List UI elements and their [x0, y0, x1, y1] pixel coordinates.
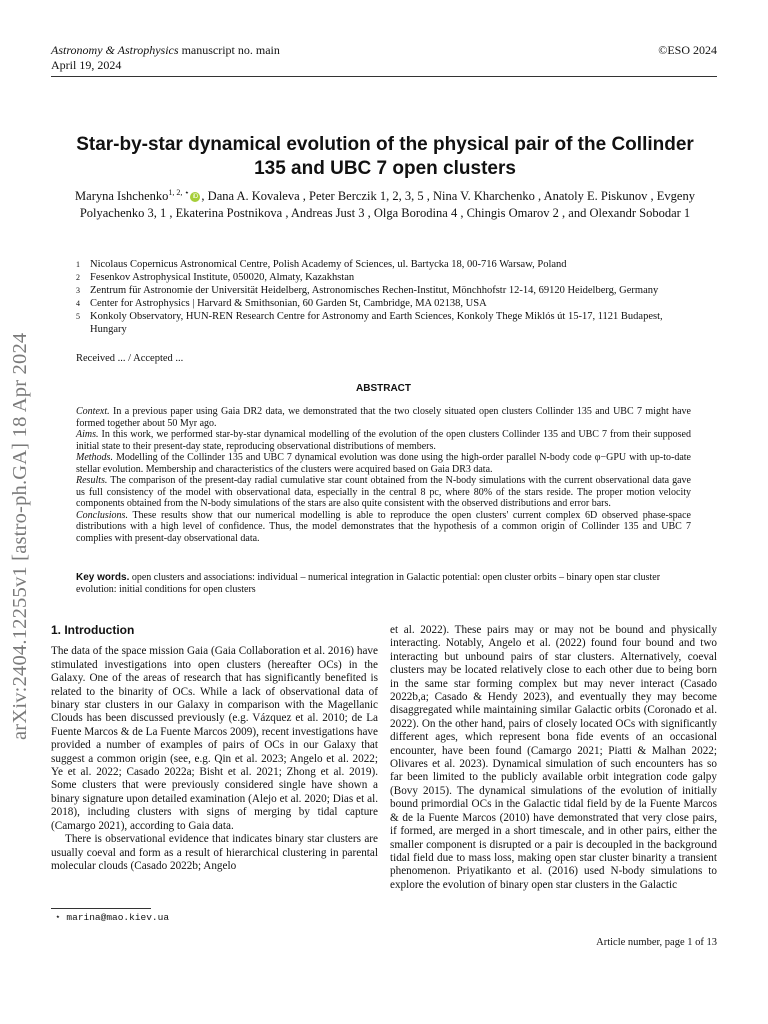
abstract-conclusions: Conclusions. These results show that our numerical modelling is able to reproduce the open clusters' current complex 6D observed phase-space distributions with a high level of confidence. Thus, the model demonstrates that the hypothesis of a common origin of Collinder 135 and UBC 7 complies with present-day observational data.: [76, 509, 691, 544]
received-line: Received ... / Accepted ...: [76, 353, 184, 364]
manuscript-number: manuscript no. main: [181, 43, 280, 57]
footnote-rule: [51, 908, 151, 909]
affiliation-item: 3 Zentrum für Astronomie der Universität Heidelberg, Astronomisches Rechen-Institut, Mönchhofstr 12-14, 69120 Heidelberg, Germany: [76, 285, 659, 296]
abstract-methods: Methods. Modelling of the Collinder 135 and UBC 7 dynamical evolution was done using the high-order parallel N-body code φ−GPU with up-to-date stellar evolution. Membership and characteristics of the clusters were acquired based on Gaia DR3 data.: [76, 452, 691, 475]
keywords-text: open clusters and associations: individual – numerical integration in Galactic potential: open cluster orbits – binary open star cluster evolution: initial conditions for open clusters: [76, 572, 661, 595]
keywords-label: Key words.: [76, 572, 130, 583]
affiliation-item: 2 Fesenkov Astrophysical Institute, 050020, Almaty, Kazakhstan: [76, 272, 355, 283]
first-author-sup: 1, 2, ⋆: [168, 188, 190, 197]
section-heading-introduction: 1. Introduction: [51, 623, 135, 637]
running-header: [51, 43, 717, 73]
arxiv-stamp[interactable]: arXiv:2404.12255v1 [astro-ph.GA] 18 Apr 2024: [9, 332, 31, 740]
intro-paragraph-continued: et al. 2022). These pairs may or may not be bound and physically interacting. Notably, Angelo et al. (2022) found four bound and two interacting but unbound pairs of star clusters. Alternatively, coeval clusters may be located relatively close to each other due to being born in the same star forming complex but may never interact (Casado 2022b,a; Casado & Hendy 2023), and eventually they may become disaggregated while maintaining similar Galactic orbits (Coronado et al. 2022). On the other hand, pairs of closely located OCs with significantly different ages, which represent bona fide events of an occasional encounter, have been found (Camargo 2021; Piatti & Malhan 2022; Olivares et al. 2023). Dynamical simulation of such encounters has so far been limited to the publicly available orbit integration code galpy (Bovy 2015). The dynamical simulations of the evolution of initially bound primordial OCs in the Galactic tidal field by de la Fuente Marcos & de la Fuente Marcos (2010) have demonstrated that very close pairs, if formed, are merged in a short timescale, and in other pairs, either the smaller component is disrupted or a pair is decoupled in the background tidal field due to mass loss, making open star cluster binarity a transient phenomenon. Priyatikanto et al. (2016) used N-body simulations to explore the evolution of binary open star clusters in the Galactic: [390, 624, 717, 891]
header-date: April 19, 2024: [51, 58, 122, 72]
keywords: [76, 572, 691, 596]
other-authors: , Dana A. Kovaleva , Peter Berczik 1, 2, 3, 5 , Nina V. Kharchenko , Anatoly E. Piskunov , Evgeny Polyachenko 3, 1 , Ekaterina Postnikova , Andreas Just 3 , Olga Borodina 4 , Chingis Omarov 2 , and Olexandr Sobodar 1: [79, 189, 695, 221]
abstract-body: [76, 406, 691, 544]
left-column: [51, 624, 378, 873]
footnote-email[interactable]: ⋆ marina@mao.kiev.ua: [55, 912, 170, 923]
abstract-aims: Aims. In this work, we performed star-by-star dynamical modelling of the evolution of the open clusters Collinder 135 and UBC 7 from their supposed initial state to their present-day state, reproducing observational distributions of members.: [76, 429, 691, 452]
affiliations: [76, 258, 691, 336]
first-author[interactable]: Maryna Ishchenko: [75, 189, 169, 204]
page-number: Article number, page 1 of 13: [596, 937, 717, 948]
paper-title: Star-by-star dynamical evolution of the physical pair of the Collinder 135 and UBC 7 open clusters: [76, 134, 694, 179]
copyright: ©ESO 2024: [658, 43, 717, 57]
intro-paragraph-1: The data of the space mission Gaia (Gaia Collaboration et al. 2016) have stimulated investigations into open clusters (hereafter OCs) in the Galaxy. One of the areas of research that has significantly benefited is related to the binarity of OCs. While a lack of observational data of binary star clusters in our Galaxy in comparison with the Magellanic Clouds has been discussed previously (e.g. Vázquez et al. 2010; de La Fuente Marcos & de La Fuente Marcos 2009), recent investigations have provided a number of examples of pairs of OCs in our Galaxy that suggest a common origin (see, e.g. Qin et al. 2023; Angelo et al. 2022; Ye et al. 2022; Casado 2022a; Bisht et al. 2021; Zhong et al. 2019). Some clusters that were previously considered single have shown a binary signature upon detailed examination (Alejo et al. 2020; Dias et al. 2018), including clusters with signs of merging by tidal capture (Camargo 2021), according to Gaia data.: [51, 645, 378, 832]
journal-name: Astronomy & Astrophysics: [51, 43, 179, 57]
intro-paragraph-2: There is observational evidence that indicates binary star clusters are usually coeval and form as a result of hierarchical clustering in parental molecular clouds (Casado 2022b; Angelo: [51, 833, 378, 872]
affiliation-item: 4 Center for Astrophysics | Harvard & Smithsonian, 60 Garden St, Cambridge, MA 02138, USA: [76, 298, 487, 309]
abstract-results: Results. The comparison of the present-day radial cumulative star count obtained from the N-body simulations with the current observational data gave us full consistency of the model with observational data, especially in the central 8 pc, where 80% of the stars reside. The proper motion velocity components obtained from the N-body simulations of the stars are also quite consistent with the observed distributions and error bars.: [76, 475, 691, 509]
abstract-heading: ABSTRACT: [356, 383, 411, 394]
affiliation-item: 5 Konkoly Observatory, HUN-REN Research Centre for Astronomy and Earth Sciences, Konkoly Thege Miklós út 15-17, 1121 Budapest, Hungary: [76, 311, 663, 335]
author-list: [60, 184, 710, 222]
right-column: [390, 624, 717, 892]
abstract-context: Context. In a previous paper using Gaia DR2 data, we demonstrated that the two closely situated open clusters Collinder 135 and UBC 7 might have formed together about 50 Myr ago.: [76, 406, 691, 429]
orcid-icon[interactable]: iD: [190, 192, 200, 202]
header-rule: [51, 76, 717, 77]
affiliation-item: 1 Nicolaus Copernicus Astronomical Centre, Polish Academy of Sciences, ul. Bartycka 18, 00-716 Warsaw, Poland: [76, 259, 567, 270]
